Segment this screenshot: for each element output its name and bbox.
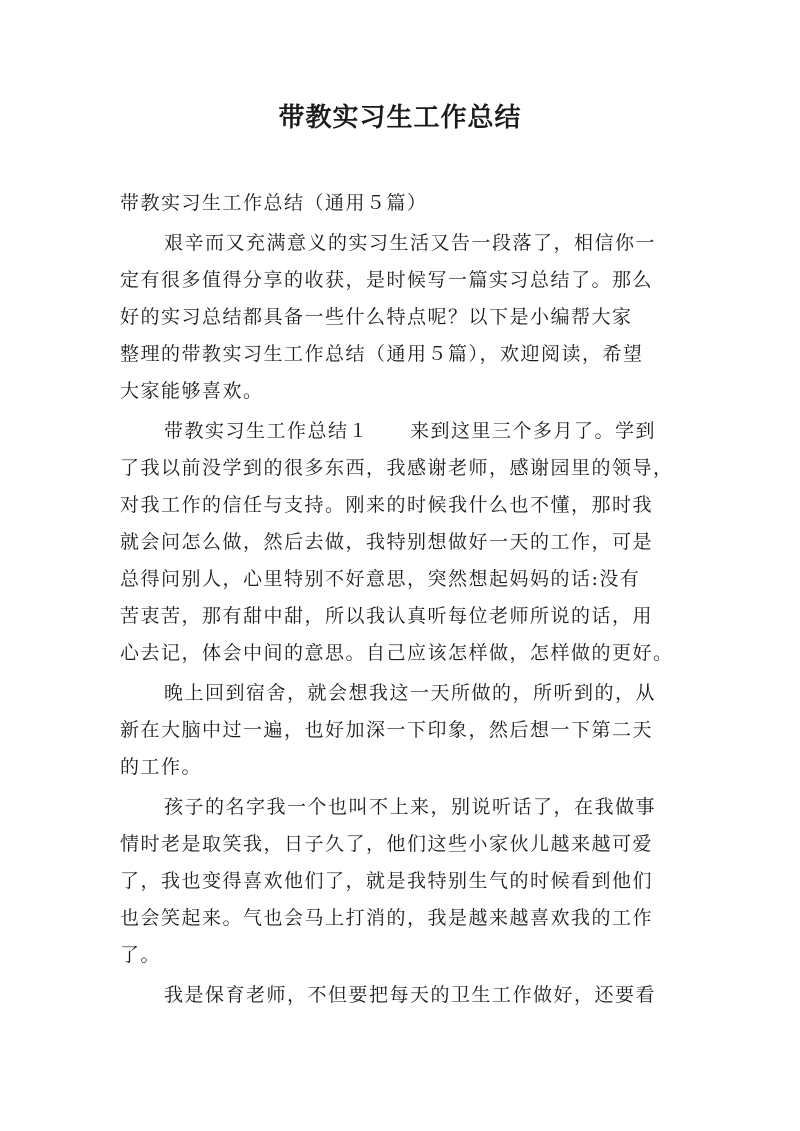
text-line: 的工作。 [120,756,203,778]
text-line: 对我工作的信任与支持。刚来的时候我什么也不懂，那时我 [120,494,654,516]
text-line: 了。 [120,944,162,966]
text-line: 了，我也变得喜欢他们了，就是我特别生气的时候看到他们 [120,870,654,892]
text-line: 新在大脑中过一遍，也好加深一下印象，然后想一下第二天 [120,719,654,741]
text-line: 了我以前没学到的很多东西，我感谢老师，感谢园里的领导， [120,457,674,479]
text-line: 我是保育老师，不但要把每天的卫生工作做好，还要看 [164,984,657,1006]
text-line: 晚上回到宿舍，就会想我这一天所做的，所听到的，从 [164,682,657,704]
text-line: 情时老是取笑我，日子久了，他们这些小家伙儿越来越可爱 [120,833,654,855]
text-line: 孩子的名字我一个也叫不上来，别说听话了，在我做事 [164,796,657,818]
text-line: 心去记，体会中间的意思。自己应该怎样做，怎样做的更好。 [120,642,674,664]
text-line: 大家能够喜欢。 [120,380,264,402]
text-line: 也会笑起来。气也会马上打消的，我是越来越喜欢我的工作 [120,907,654,929]
text-line: 苦衷苦，那有甜中甜，所以我认真听每位老师所说的话，用 [120,605,654,627]
document-title: 带教实习生工作总结 [278,103,522,133]
text-line: 好的实习总结都具备一些什么特点呢？以下是小编帮大家 [120,306,633,328]
subtitle-line: 带教实习生工作总结（通用５篇） [120,192,428,214]
text-line: 整理的带教实习生工作总结（通用５篇），欢迎阅读，希望 [120,343,644,365]
text-line: 定有很多值得分享的收获，是时候写一篇实习总结了。那么 [120,269,654,291]
text-line: 总得问别人，心里特别不好意思，突然想起妈妈的话:没有 [120,568,641,590]
text-line: 艰辛而又充满意义的实习生活又告一段落了，相信你一 [164,232,657,254]
text-line: 就会问怎么做，然后去做，我特别想做好一天的工作，可是 [120,531,654,553]
text-line: 带教实习生工作总结１ 来到这里三个多月了。学到 [164,420,657,442]
